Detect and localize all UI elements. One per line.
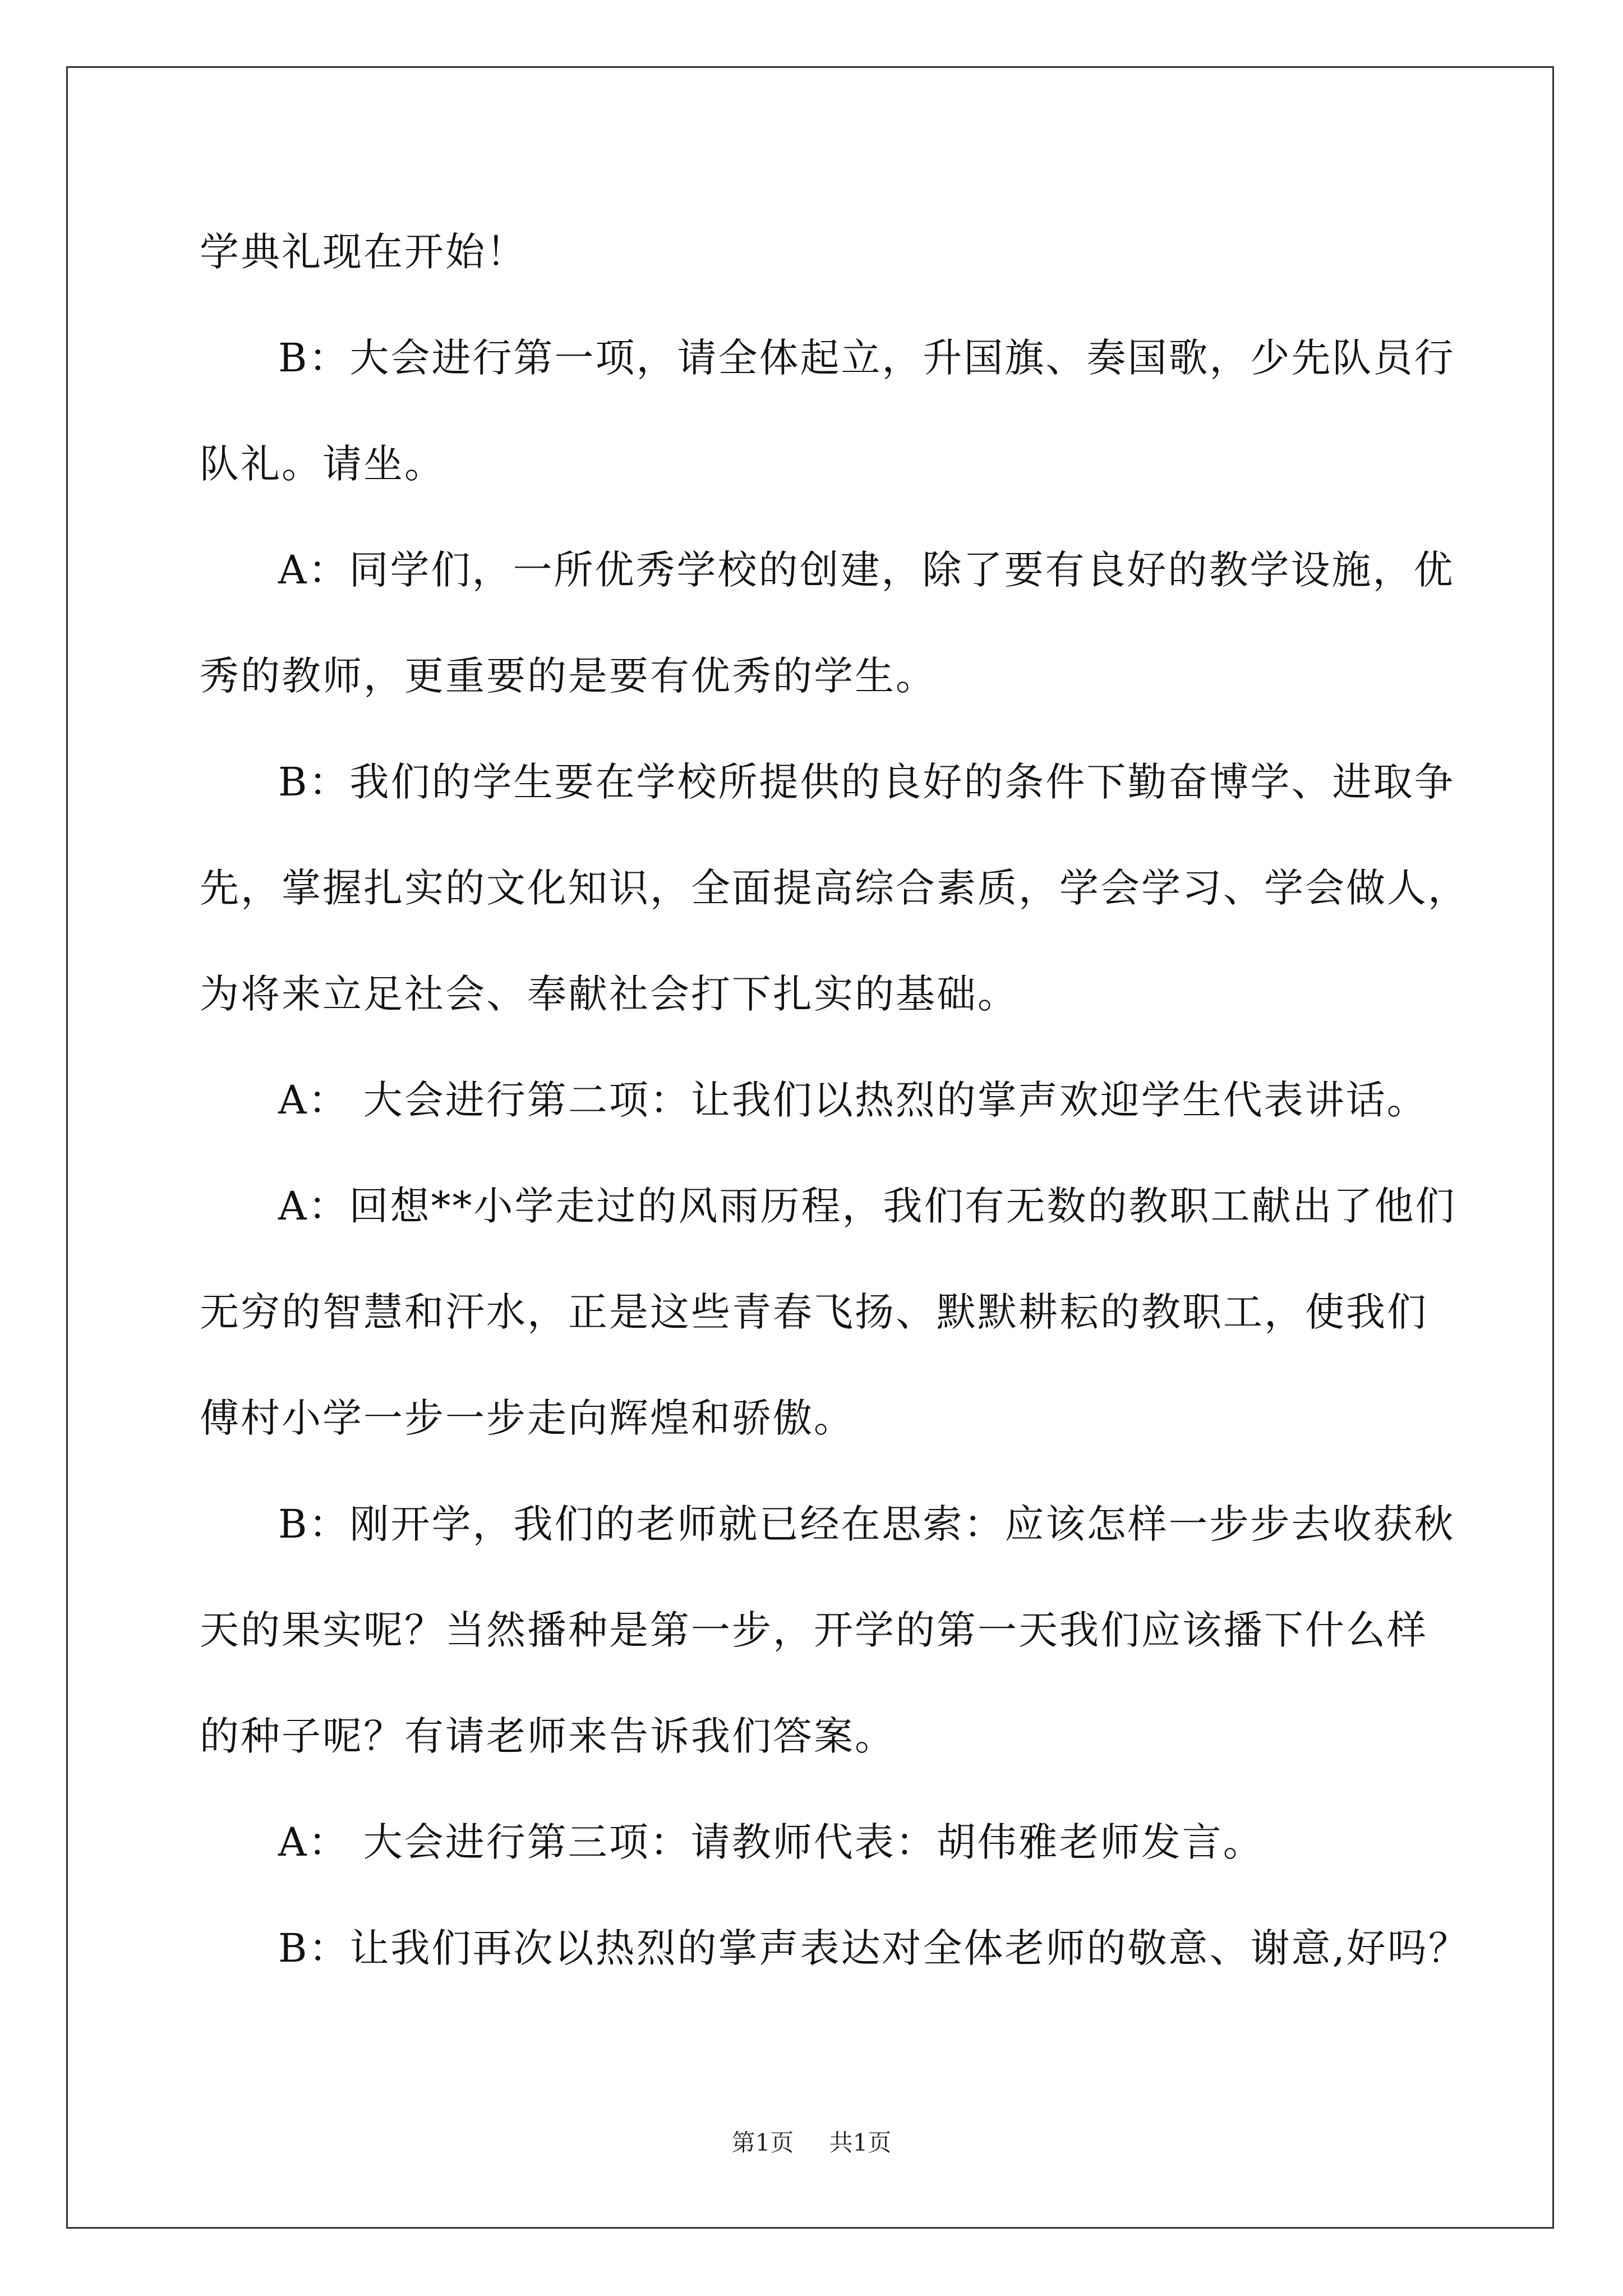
page-footer: [0, 2126, 1623, 2160]
text-line-4: A：同学们，一所优秀学校的创建，除了要有良好的教学设施，优: [278, 547, 1455, 593]
text-line-2: B：大会进行第一项，请全体起立，升国旗、奏国歌，少先队员行: [278, 335, 1455, 381]
text-line-16: A： 大会进行第三项：请教师代表：胡伟雅老师发言。: [278, 1819, 1264, 1865]
text-line-12: 傅村小学一步一步走向辉煌和骄傲。: [200, 1395, 855, 1441]
text-line-6: B：我们的学生要在学校所提供的良好的条件下勤奋博学、进取争: [278, 759, 1455, 805]
text-line-10: A：回想**小学走过的风雨历程，我们有无数的教职工献出了他们: [278, 1183, 1456, 1229]
page-total: 共1页: [829, 2129, 892, 2156]
text-line-7: 先，掌握扎实的文化知识，全面提高综合素质，学会学习、学会做人，: [200, 865, 1469, 911]
text-line-17: B：让我们再次以热烈的掌声表达对全体老师的敬意、谢意,好吗？: [278, 1925, 1469, 1971]
page-number: 第1页: [731, 2129, 794, 2156]
text-line-8: 为将来立足社会、奉献社会打下扎实的基础。: [200, 971, 1018, 1017]
text-line-11: 无穷的智慧和汗水，正是这些青春飞扬、默默耕耘的教职工，使我们: [200, 1289, 1428, 1335]
document-body: [200, 199, 1469, 2001]
text-line-9: A： 大会进行第二项：让我们以热烈的掌声欢迎学生代表讲话。: [278, 1077, 1428, 1123]
text-line-5: 秀的教师，更重要的是要有优秀的学生。: [200, 653, 937, 699]
text-line-1: 学典礼现在开始！: [200, 229, 527, 275]
text-line-15: 的种子呢？有请老师来告诉我们答案。: [200, 1713, 896, 1759]
text-line-14: 天的果实呢？当然播种是第一步，开学的第一天我们应该播下什么样: [200, 1607, 1428, 1653]
text-line-13: B：刚开学，我们的老师就已经在思索：应该怎样一步步去收获秋: [278, 1501, 1455, 1547]
text-line-3: 队礼。请坐。: [200, 441, 445, 487]
